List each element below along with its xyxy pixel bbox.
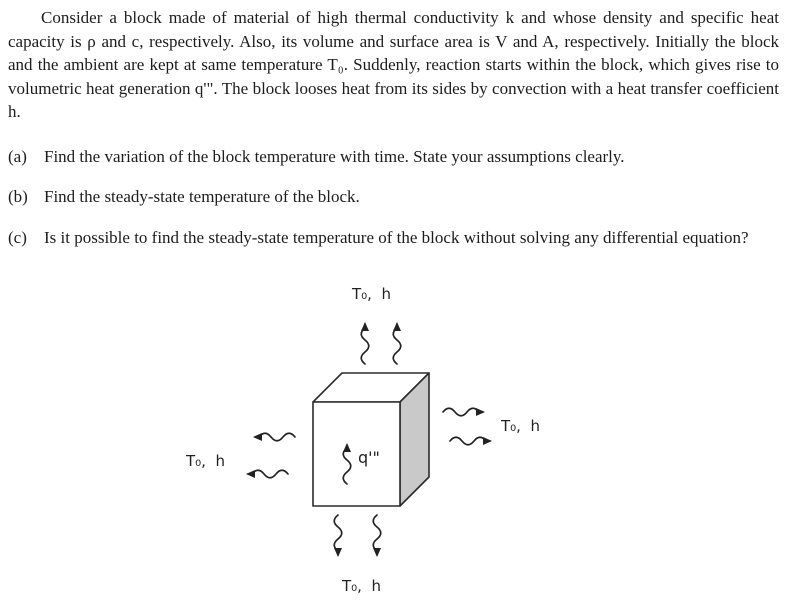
ambient-label-bottom: T₀, h — [342, 577, 381, 595]
convection-arrow-top-1 — [361, 324, 369, 364]
convection-arrow-right-2 — [450, 437, 490, 445]
convection-arrow-bottom-1 — [334, 515, 342, 555]
cube-front-face — [313, 402, 400, 506]
item-a-label: (a) — [8, 146, 27, 166]
block-convection-figure — [0, 272, 788, 600]
item-c-text: Is it possible to find the steady-state temperature of the block without solving any differential equation? — [44, 227, 749, 247]
problem-item-b — [8, 185, 779, 209]
convection-arrow-bottom-2 — [373, 515, 381, 555]
ambient-label-right: T₀, h — [501, 417, 540, 435]
item-a-text: Find the variation of the block temperature with time. State your assumptions clearly. — [44, 146, 625, 166]
convection-arrow-left-1 — [255, 433, 295, 441]
item-b-text: Find the steady-state temperature of the block. — [44, 187, 360, 206]
item-c-label: (c) — [8, 227, 27, 247]
problem-statement: Consider a block made of material of high thermal conductivity k and whose density and specific heat capacity is ρ and c, respectively. Also, its volume and surface area is V and A, respectively. Initially the block and the ambient are kept at same temperature T₀. Suddenly, reaction starts within the block, which gives rise to volumetric heat generation q'". The block looses heat from its sides by convection with a heat transfer coefficient h. — [8, 8, 779, 121]
ambient-label-top: T₀, h — [352, 285, 391, 303]
convection-arrow-left-2 — [248, 470, 288, 478]
problem-item-c — [8, 226, 779, 250]
ambient-label-left: T₀, h — [186, 452, 225, 470]
problem-item-a — [8, 145, 779, 169]
item-b-label: (b) — [8, 187, 28, 206]
heat-generation-label: q'" — [358, 448, 380, 467]
heat-diagram — [0, 272, 788, 600]
convection-arrow-top-2 — [393, 324, 401, 364]
problem-items — [8, 145, 779, 250]
convection-arrow-right-1 — [443, 408, 483, 416]
